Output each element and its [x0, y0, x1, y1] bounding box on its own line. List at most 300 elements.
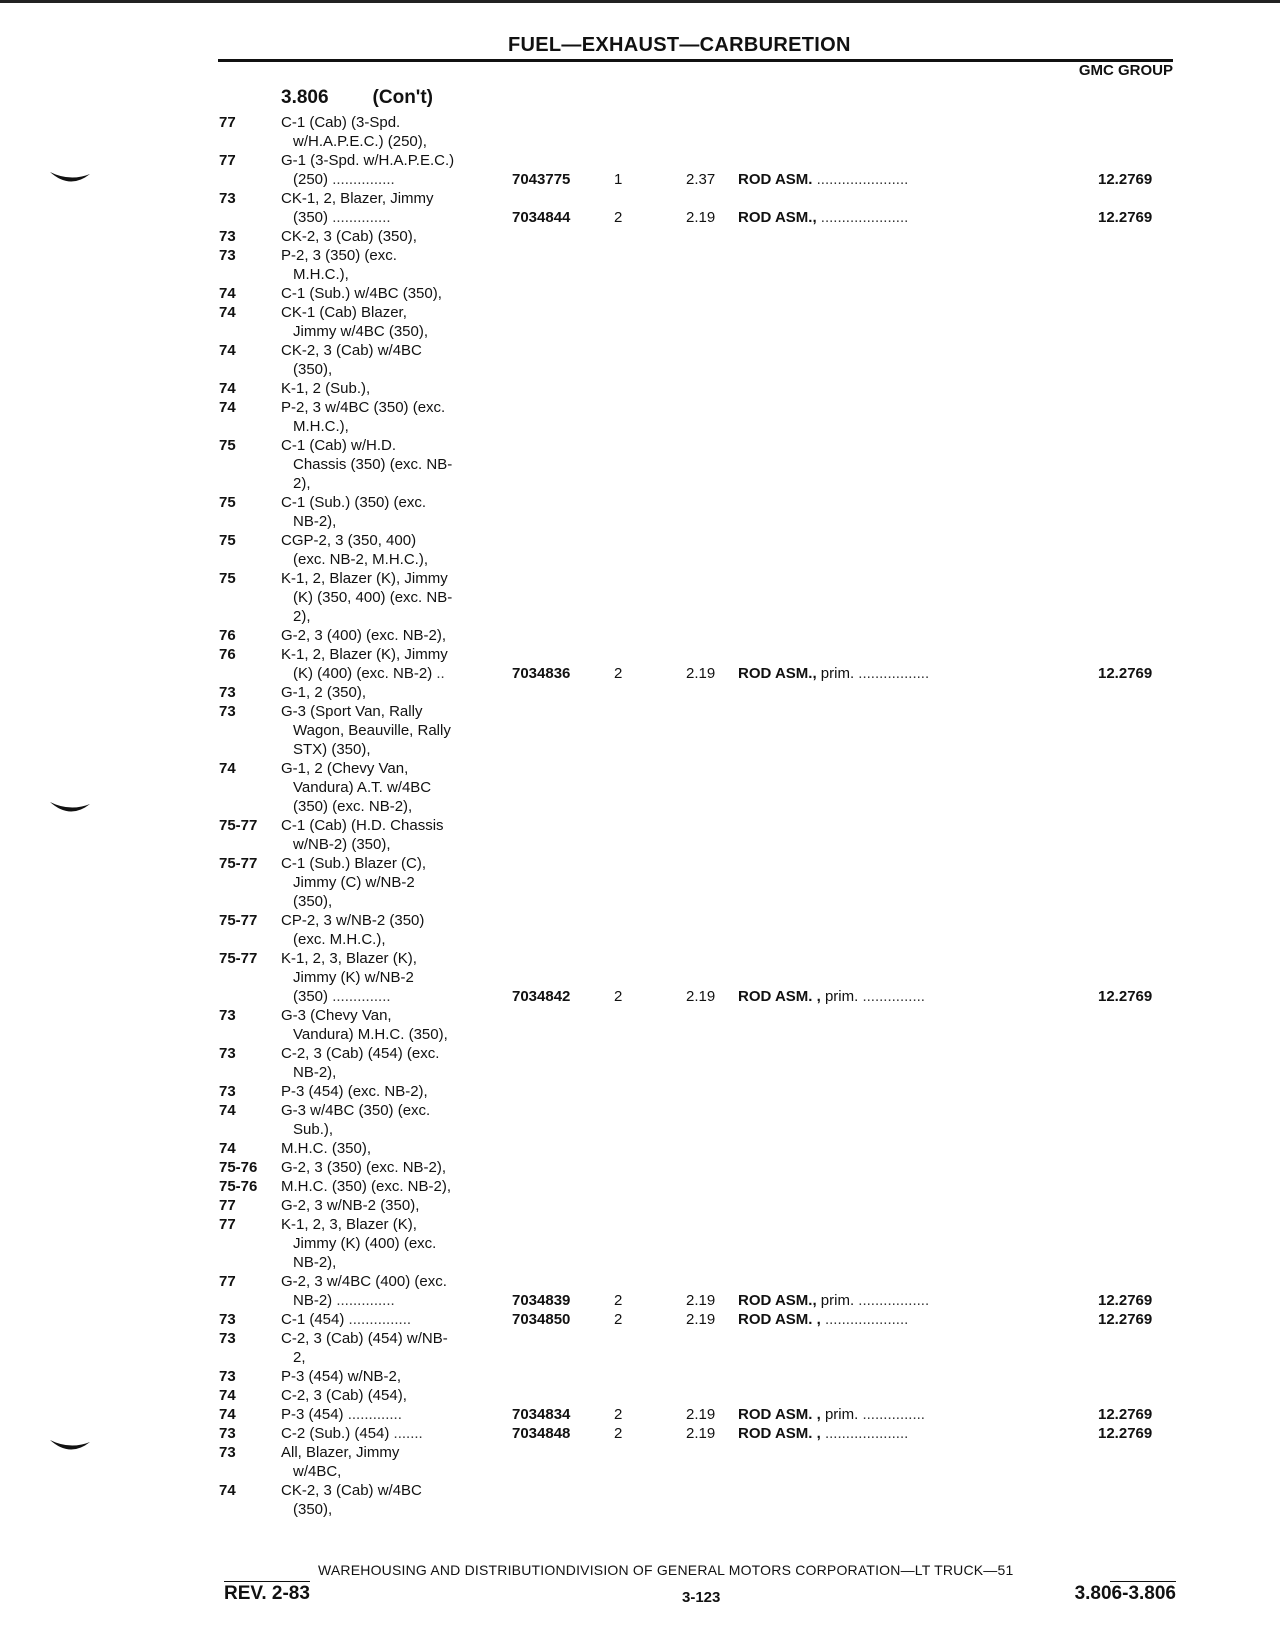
application-description: [293, 778, 493, 797]
part-note: prim.: [820, 988, 859, 1005]
part-name-text: ROD ASM. ,: [738, 1406, 821, 1423]
footer-rule-left: [224, 1581, 310, 1582]
application-text: (350),: [293, 893, 333, 910]
application-text: C-1 (Cab) w/H.D.: [281, 437, 397, 454]
part-name: [738, 1424, 1058, 1443]
model-year: 77: [219, 1197, 236, 1214]
application-text: (K) (400) (exc. NB-2): [293, 665, 433, 682]
leader-dots: .............: [343, 1406, 402, 1423]
list-item: [0, 987, 1280, 1006]
quantity: 2: [614, 1292, 623, 1309]
application-description: [293, 455, 493, 474]
application-description: [293, 588, 493, 607]
part-name: [738, 1291, 1058, 1310]
application-description: [281, 1443, 493, 1462]
list-item: [0, 778, 1280, 797]
list-item: [0, 322, 1280, 341]
application-text: P-2, 3 w/4BC (350) (exc.: [281, 399, 446, 416]
list-item: [0, 303, 1280, 322]
application-description: [293, 1120, 493, 1139]
section-range: 3.806-3.806: [1074, 1583, 1176, 1604]
application-text: Wagon, Beauville, Rally: [293, 722, 451, 739]
application-description: [281, 1196, 493, 1215]
model-year: 74: [219, 1406, 236, 1423]
model-year: 74: [219, 760, 236, 777]
group-number: 12.2769: [1098, 1311, 1153, 1328]
application-text: C-1 (Sub.) w/4BC (350),: [281, 285, 442, 302]
list-item: [0, 1367, 1280, 1386]
application-description: [281, 702, 493, 721]
part-number: 7034834: [512, 1406, 571, 1423]
application-text: CK-2, 3 (Cab) w/4BC: [281, 342, 422, 359]
application-description: [281, 1215, 493, 1234]
model-year: 73: [219, 1425, 236, 1442]
application-description: [281, 493, 493, 512]
list-item: [0, 1424, 1280, 1443]
application-description: [281, 531, 493, 550]
application-description: [293, 1025, 493, 1044]
application-description: [281, 1101, 493, 1120]
model-year: 77: [219, 1273, 236, 1290]
list-item: [0, 797, 1280, 816]
application-text: C-1 (454): [281, 1311, 345, 1328]
application-text: CP-2, 3 w/NB-2 (350): [281, 912, 425, 929]
application-description: [281, 1329, 493, 1348]
group-number: 12.2769: [1098, 209, 1153, 226]
top-border: [0, 0, 1280, 3]
list-item: [0, 816, 1280, 835]
footer-rule-right: [1110, 1581, 1176, 1582]
leader-dots: .......: [389, 1425, 423, 1442]
application-text: CK-1, 2, Blazer, Jimmy: [281, 190, 434, 207]
price: 2.37: [686, 171, 716, 188]
application-text: G-3 (Chevy Van,: [281, 1007, 392, 1024]
application-text: 2),: [293, 608, 311, 625]
title-rule: [218, 59, 1173, 62]
leader-dots: ......................: [812, 171, 909, 188]
model-year: 74: [219, 399, 236, 416]
application-description: [281, 1177, 493, 1196]
application-description: [281, 1158, 493, 1177]
application-text: Vandura) M.H.C. (350),: [293, 1026, 448, 1043]
application-description: [281, 227, 493, 246]
list-item: [0, 1177, 1280, 1196]
application-text: G-1 (3-Spd. w/H.A.P.E.C.): [281, 152, 455, 169]
part-name: [738, 987, 1058, 1006]
application-description: [281, 436, 493, 455]
model-year: 74: [219, 1102, 236, 1119]
list-item: [0, 835, 1280, 854]
part-name-text: ROD ASM.,: [738, 209, 817, 226]
part-note: prim.: [820, 1406, 859, 1423]
leader-dots: ..............: [328, 988, 391, 1005]
list-item: [0, 455, 1280, 474]
list-item: [0, 170, 1280, 189]
application-text: Chassis (350) (exc. NB-: [293, 456, 453, 473]
application-description: [281, 1044, 493, 1063]
application-description: [281, 645, 493, 664]
application-text: Sub.),: [293, 1121, 334, 1138]
application-text: P-2, 3 (350) (exc.: [281, 247, 397, 264]
model-year: 75-76: [219, 1159, 258, 1176]
price: 2.19: [686, 988, 716, 1005]
model-year: 73: [219, 228, 236, 245]
list-item: [0, 702, 1280, 721]
application-description: [293, 1500, 493, 1519]
list-item: [0, 1443, 1280, 1462]
part-name-text: ROD ASM.,: [738, 665, 817, 682]
application-description: [293, 417, 493, 436]
part-number: 7034848: [512, 1425, 571, 1442]
application-description: [281, 303, 493, 322]
list-item: [0, 588, 1280, 607]
leader-dots: ...............: [858, 988, 925, 1005]
list-item: [0, 892, 1280, 911]
list-item: [0, 1310, 1280, 1329]
application-text: CGP-2, 3 (350, 400): [281, 532, 417, 549]
application-text: CK-2, 3 (Cab) (350),: [281, 228, 417, 245]
application-text: (exc. NB-2, M.H.C.),: [293, 551, 429, 568]
binder-hole-icon: [48, 1436, 92, 1458]
section-number: 3.806: [281, 87, 329, 108]
part-number: 7034842: [512, 988, 571, 1005]
leader-dots: ..............: [332, 1292, 395, 1309]
application-text: P-3 (454) (exc. NB-2),: [281, 1083, 428, 1100]
application-description: [281, 284, 493, 303]
list-item: [0, 1291, 1280, 1310]
application-description: [281, 1405, 493, 1424]
list-item: [0, 1215, 1280, 1234]
model-year: 76: [219, 627, 236, 644]
application-description: [281, 569, 493, 588]
group-number: 12.2769: [1098, 1406, 1153, 1423]
application-description: [293, 1234, 493, 1253]
application-text: C-2, 3 (Cab) (454),: [281, 1387, 407, 1404]
leader-dots: .................: [854, 665, 930, 682]
price: 2.19: [686, 209, 716, 226]
group-number: 12.2769: [1098, 171, 1153, 188]
list-item: [0, 360, 1280, 379]
application-text: P-3 (454): [281, 1406, 344, 1423]
application-description: [293, 1291, 493, 1310]
application-description: [293, 360, 493, 379]
list-item: [0, 645, 1280, 664]
list-item: [0, 1196, 1280, 1215]
list-item: [0, 1386, 1280, 1405]
list-item: [0, 569, 1280, 588]
model-year: 75-77: [219, 855, 258, 872]
price: 2.19: [686, 1311, 716, 1328]
model-year: 75: [219, 570, 236, 587]
application-description: [281, 398, 493, 417]
application-description: [281, 1481, 493, 1500]
application-text: w/4BC,: [293, 1463, 342, 1480]
model-year: 73: [219, 190, 236, 207]
list-item: [0, 949, 1280, 968]
application-description: [293, 208, 493, 227]
model-year: 73: [219, 1311, 236, 1328]
list-item: [0, 531, 1280, 550]
list-item: [0, 398, 1280, 417]
part-name: [738, 1310, 1058, 1329]
list-item: [0, 512, 1280, 531]
quantity: 2: [614, 988, 623, 1005]
model-year: 73: [219, 1444, 236, 1461]
application-description: [281, 1139, 493, 1158]
application-description: [281, 1386, 493, 1405]
list-item: [0, 683, 1280, 702]
model-year: 75-77: [219, 912, 258, 929]
list-item: [0, 1481, 1280, 1500]
list-item: [0, 246, 1280, 265]
part-number: 7034839: [512, 1292, 571, 1309]
leader-dots: ...............: [858, 1406, 925, 1423]
application-description: [281, 1006, 493, 1025]
application-description: [281, 151, 493, 170]
leader-dots: ....................: [820, 1311, 909, 1328]
part-name: [738, 170, 1058, 189]
part-number: 7034850: [512, 1311, 571, 1328]
application-text: K-1, 2, 3, Blazer (K),: [281, 1216, 417, 1233]
list-item: [0, 1082, 1280, 1101]
list-item: [0, 854, 1280, 873]
application-text: CK-2, 3 (Cab) w/4BC: [281, 1482, 422, 1499]
list-item: [0, 930, 1280, 949]
application-description: [293, 987, 493, 1006]
application-text: G-1, 2 (Chevy Van,: [281, 760, 409, 777]
list-item: [0, 189, 1280, 208]
application-text: NB-2),: [293, 1254, 337, 1271]
application-text: Jimmy w/4BC (350),: [293, 323, 429, 340]
application-text: Jimmy (K) w/NB-2: [293, 969, 414, 986]
model-year: 73: [219, 1045, 236, 1062]
application-text: CK-1 (Cab) Blazer,: [281, 304, 407, 321]
list-item: [0, 550, 1280, 569]
application-text: C-1 (Cab) (3-Spd.: [281, 114, 401, 131]
list-item: [0, 1405, 1280, 1424]
list-item: [0, 113, 1280, 132]
quantity: 1: [614, 171, 623, 188]
application-description: [281, 341, 493, 360]
list-item: [0, 1025, 1280, 1044]
application-description: [293, 1348, 493, 1367]
price: 2.19: [686, 1292, 716, 1309]
application-description: [293, 170, 493, 189]
model-year: 73: [219, 703, 236, 720]
part-number: 7034836: [512, 665, 571, 682]
quantity: 2: [614, 665, 623, 682]
quantity: 2: [614, 1425, 623, 1442]
application-text: All, Blazer, Jimmy: [281, 1444, 400, 1461]
application-text: C-1 (Sub.) Blazer (C),: [281, 855, 427, 872]
application-description: [281, 683, 493, 702]
list-item: [0, 493, 1280, 512]
application-description: [293, 968, 493, 987]
part-note: prim.: [816, 665, 855, 682]
application-description: [293, 930, 493, 949]
price: 2.19: [686, 1425, 716, 1442]
part-name-text: ROD ASM. ,: [738, 1311, 821, 1328]
application-text: G-2, 3 w/4BC (400) (exc.: [281, 1273, 447, 1290]
list-item: [0, 151, 1280, 170]
model-year: 74: [219, 1387, 236, 1404]
application-description: [281, 759, 493, 778]
application-text: w/H.A.P.E.C.) (250),: [293, 133, 427, 150]
model-year: 77: [219, 1216, 236, 1233]
model-year: 74: [219, 380, 236, 397]
application-text: (K) (350, 400) (exc. NB-: [293, 589, 453, 606]
application-text: STX) (350),: [293, 741, 371, 758]
application-description: [293, 664, 493, 683]
application-text: K-1, 2, 3, Blazer (K),: [281, 950, 417, 967]
model-year: 73: [219, 247, 236, 264]
list-item: [0, 1500, 1280, 1519]
section-continued: (Con't): [372, 87, 433, 108]
application-text: G-3 w/4BC (350) (exc.: [281, 1102, 431, 1119]
binder-hole-icon: [48, 798, 92, 820]
application-text: C-2, 3 (Cab) (454) w/NB-: [281, 1330, 448, 1347]
application-text: (350): [293, 988, 329, 1005]
part-number: 7034844: [512, 209, 571, 226]
list-item: [0, 436, 1280, 455]
application-description: [293, 512, 493, 531]
application-description: [293, 1253, 493, 1272]
application-text: w/NB-2) (350),: [293, 836, 391, 853]
list-item: [0, 1139, 1280, 1158]
footer-division: WAREHOUSING AND DISTRIBUTIONDIVISION OF GENERAL MOTORS CORPORATION—LT TRUCK—51: [318, 1562, 1014, 1578]
model-year: 73: [219, 1330, 236, 1347]
application-text: NB-2),: [293, 513, 337, 530]
list-item: [0, 208, 1280, 227]
application-text: G-2, 3 (400) (exc. NB-2),: [281, 627, 447, 644]
binder-hole-icon: [48, 168, 92, 190]
application-text: (350),: [293, 361, 333, 378]
model-year: 75-77: [219, 950, 258, 967]
list-item: [0, 1063, 1280, 1082]
list-item: [0, 1044, 1280, 1063]
application-text: M.H.C.),: [293, 266, 349, 283]
leader-dots: ...............: [328, 171, 395, 188]
list-item: [0, 759, 1280, 778]
list-item: [0, 968, 1280, 987]
list-item: [0, 626, 1280, 645]
application-text: (350),: [293, 1501, 333, 1518]
leader-dots: ..............: [328, 209, 391, 226]
application-text: P-3 (454) w/NB-2,: [281, 1368, 402, 1385]
application-text: C-2, 3 (Cab) (454) (exc.: [281, 1045, 440, 1062]
list-item: [0, 1329, 1280, 1348]
list-item: [0, 379, 1280, 398]
application-text: (350): [293, 209, 329, 226]
list-item: [0, 873, 1280, 892]
application-description: [281, 1367, 493, 1386]
model-year: 77: [219, 114, 236, 131]
application-description: [281, 816, 493, 835]
application-description: [293, 322, 493, 341]
model-year: 75-76: [219, 1178, 258, 1195]
list-item: [0, 1120, 1280, 1139]
application-description: [281, 379, 493, 398]
parts-list: [0, 113, 1280, 1519]
group-number: 12.2769: [1098, 1292, 1153, 1309]
application-text: NB-2),: [293, 1064, 337, 1081]
application-description: [281, 1082, 493, 1101]
application-text: K-1, 2, Blazer (K), Jimmy: [281, 570, 448, 587]
part-name-text: ROD ASM.: [738, 171, 813, 188]
model-year: 74: [219, 1140, 236, 1157]
part-name-text: ROD ASM. ,: [738, 1425, 821, 1442]
application-text: 2,: [293, 1349, 306, 1366]
price: 2.19: [686, 1406, 716, 1423]
application-description: [293, 607, 493, 626]
application-text: K-1, 2 (Sub.),: [281, 380, 371, 397]
model-year: 75: [219, 437, 236, 454]
application-text: Jimmy (C) w/NB-2: [293, 874, 415, 891]
list-item: [0, 740, 1280, 759]
model-year: 77: [219, 152, 236, 169]
application-description: [293, 1063, 493, 1082]
application-text: Vandura) A.T. w/4BC: [293, 779, 432, 796]
application-text: C-1 (Cab) (H.D. Chassis: [281, 817, 444, 834]
application-description: [293, 1462, 493, 1481]
group-number: 12.2769: [1098, 1425, 1153, 1442]
application-text: M.H.C.),: [293, 418, 349, 435]
list-item: [0, 1462, 1280, 1481]
application-text: (exc. M.H.C.),: [293, 931, 386, 948]
application-text: G-3 (Sport Van, Rally: [281, 703, 423, 720]
part-name: [738, 1405, 1058, 1424]
part-name-text: ROD ASM.,: [738, 1292, 817, 1309]
list-item: [0, 1234, 1280, 1253]
application-text: (250): [293, 171, 329, 188]
application-description: [293, 265, 493, 284]
leader-dots: ..: [432, 665, 445, 682]
list-item: [0, 341, 1280, 360]
application-text: G-1, 2 (350),: [281, 684, 367, 701]
application-description: [281, 1272, 493, 1291]
application-description: [293, 835, 493, 854]
page-number: 3-123: [682, 1589, 721, 1606]
group-number: 12.2769: [1098, 665, 1153, 682]
list-item: [0, 474, 1280, 493]
leader-dots: .....................: [816, 209, 909, 226]
application-description: [293, 892, 493, 911]
application-description: [281, 1424, 493, 1443]
application-description: [281, 189, 493, 208]
leader-dots: .................: [854, 1292, 930, 1309]
part-note: prim.: [816, 1292, 855, 1309]
model-year: 74: [219, 1482, 236, 1499]
application-text: Jimmy (K) (400) (exc.: [293, 1235, 437, 1252]
model-year: 73: [219, 1368, 236, 1385]
list-item: [0, 1348, 1280, 1367]
application-description: [293, 721, 493, 740]
group-number: 12.2769: [1098, 988, 1153, 1005]
model-year: 75-77: [219, 817, 258, 834]
list-item: [0, 664, 1280, 683]
list-item: [0, 1101, 1280, 1120]
application-text: (350) (exc. NB-2),: [293, 798, 413, 815]
part-name-text: ROD ASM. ,: [738, 988, 821, 1005]
application-description: [281, 854, 493, 873]
model-year: 73: [219, 684, 236, 701]
application-description: [293, 797, 493, 816]
model-year: 73: [219, 1007, 236, 1024]
part-name: [738, 208, 1058, 227]
model-year: 76: [219, 646, 236, 663]
application-description: [281, 246, 493, 265]
model-year: 74: [219, 304, 236, 321]
